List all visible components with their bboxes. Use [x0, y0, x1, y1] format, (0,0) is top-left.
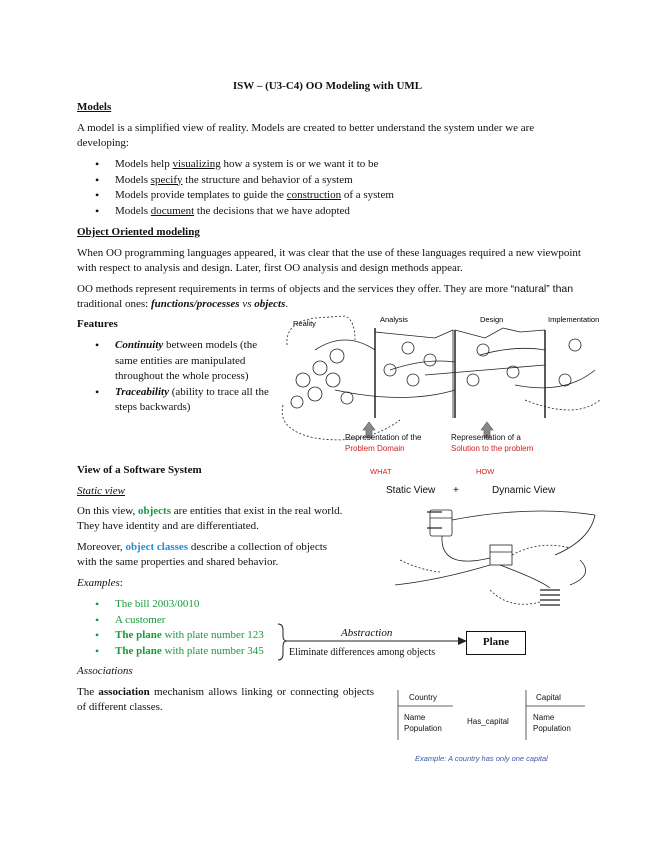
page-title: ISW – (U3-C4) OO Modeling with UML: [232, 80, 423, 92]
object-circle: [308, 387, 322, 401]
how-label: HOW: [476, 467, 495, 476]
stage-reality: Reality: [293, 319, 316, 328]
object-circle: [326, 373, 340, 387]
list-item: • Models document the decisions that we have adopted: [77, 204, 394, 220]
object-circle: [291, 396, 303, 408]
object-circle: [569, 339, 581, 351]
static-dynamic-diagram: [380, 500, 610, 615]
associations-heading: Associations: [77, 665, 133, 677]
flow-arrow: [512, 545, 570, 555]
trace-arrow: [525, 400, 600, 410]
country-class-name: Country: [409, 693, 438, 702]
features-heading: Features: [77, 318, 118, 330]
object-circle: [424, 354, 436, 366]
static-view-p1: On this view, objects are entities that exist in the real world. They have identity and are differentiated.: [77, 505, 343, 532]
stage-design: Design: [480, 315, 504, 324]
object-circle: [467, 374, 479, 386]
capital-attributes: Name Population: [533, 713, 571, 733]
list-item: • The plane with plate number 345: [77, 644, 264, 660]
models-bullets: [77, 157, 394, 219]
list-item: • Models help visualizing how a system is or we want it to be: [77, 157, 394, 173]
flow-arrow: [490, 590, 540, 604]
list-item: • Traceability (ability to trace all the steps backwards): [77, 385, 275, 416]
design-frame: [455, 328, 545, 338]
object-circle: [341, 392, 353, 404]
what-label: WHAT: [370, 467, 392, 476]
class-box: [430, 510, 452, 536]
flow-arrow: [452, 511, 595, 520]
stage-analysis: Analysis: [380, 315, 408, 324]
list-item: • A customer: [77, 613, 264, 629]
examples-list: [77, 597, 264, 659]
capital-class-name: Capital: [536, 693, 561, 702]
list-item: • The plane with plate number 123: [77, 628, 264, 644]
plus-sign: +: [453, 485, 459, 496]
flow-arrow: [400, 560, 440, 572]
object-circle: [407, 374, 419, 386]
list-item: • The bill 2003/0010: [77, 597, 264, 613]
flow-arrow: [555, 515, 595, 555]
static-view-p2: Moreover, object classes describe a collection of objects with the same properties and shared behavior.: [77, 541, 328, 568]
flow-arrow: [500, 565, 550, 588]
trace-arrow: [315, 340, 375, 350]
view-heading: View of a Software System: [77, 464, 202, 476]
country-attributes: Name Population: [404, 713, 442, 733]
oo-paragraph-2: OO methods represent requirements in terms of objects and the services they offer. They are more “natural” than traditional ones: functions/processes vs objects.: [77, 283, 574, 310]
static-view-label: Static View: [386, 485, 436, 496]
trace-arrow: [480, 348, 545, 355]
plane-class-box: Plane: [466, 631, 526, 655]
associations-paragraph: The association mechanism allows linking or connecting objects of different classes.: [77, 686, 374, 713]
dynamic-view-label: Dynamic View: [492, 485, 556, 496]
eliminate-label: Eliminate differences among objects: [289, 647, 436, 658]
oo-heading: Object Oriented modeling: [77, 226, 200, 238]
abstraction-label: Abstraction: [341, 627, 393, 639]
list-item: • Models specify the structure and behavior of a system: [77, 173, 394, 189]
object-circle: [296, 373, 310, 387]
object-circle: [402, 342, 414, 354]
models-heading: Models: [77, 101, 112, 113]
examples-label: Examples:: [77, 577, 123, 589]
flow-arrow: [395, 565, 490, 585]
trace-arrow: [425, 365, 545, 375]
process-diagram: [275, 310, 615, 460]
stage-implementation: Implementation: [548, 315, 600, 324]
flow-arrow: [442, 536, 490, 561]
problem-domain-caption: Representation of the Problem Domain: [345, 433, 422, 453]
oo-paragraph-1: When OO programming languages appeared, it was clear that the use of these languages required a new viewpoint with respect to analysis and design. Later, first OO analysis and design methods appear.: [77, 247, 581, 274]
features-list: [77, 338, 275, 416]
class-box: [490, 545, 512, 565]
list-item: • Continuity between models (the same entities are manipulated throughout the whole process): [77, 338, 275, 385]
flow-arrow: [570, 560, 586, 585]
object-circle: [330, 349, 344, 363]
list-item: • Models provide templates to guide the construction of a system: [77, 188, 394, 204]
trace-arrow: [515, 370, 595, 388]
solution-caption: Representation of a Solution to the problem: [451, 433, 534, 453]
association-caption: Example: A country has only one capital: [415, 754, 548, 763]
trace-arrow: [390, 361, 455, 370]
has-capital-label: Has_capital: [467, 717, 509, 726]
object-circle: [313, 361, 327, 375]
models-intro: A model is a simplified view of reality. Models are created to better understand the system under we are developing:: [77, 122, 535, 149]
static-view-heading: Static view: [77, 485, 125, 497]
brace: [278, 624, 287, 660]
